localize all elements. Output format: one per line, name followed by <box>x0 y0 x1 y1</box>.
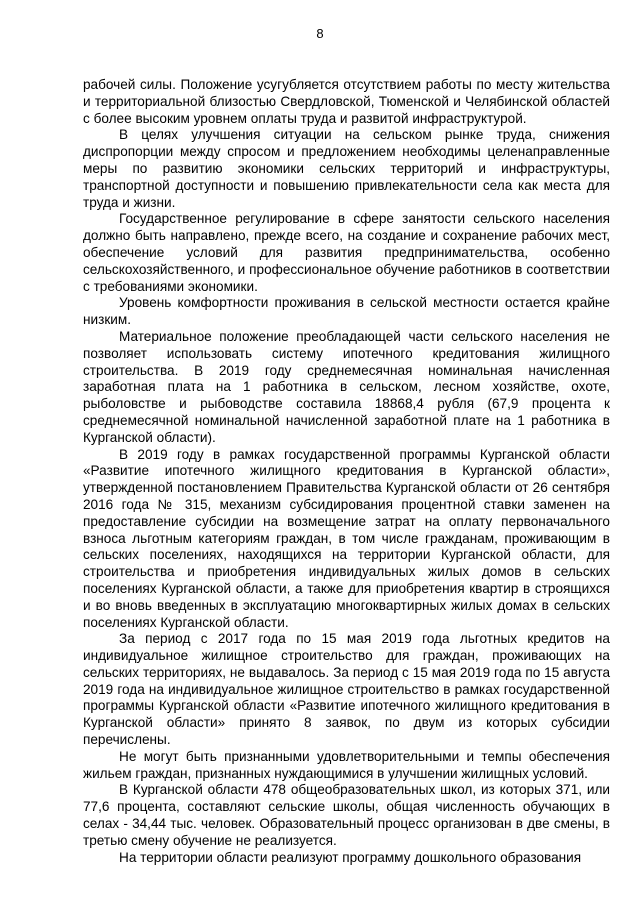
paragraph: За период с 2017 года по 15 мая 2019 года льготных кредитов на индивидуальное жилищное строительство для граждан, проживающих на сельских территориях, не выдавалось. За период с 15 мая 2019 года по 15 августа 2019 года на индивидуальное жилищное строительство в рамках государственной программы Курганской области «Развитие ипотечного жилищного кредитования в Курганской области» принято 8 заявок, по двум из которых субсидии перечислены. <box>83 631 610 748</box>
paragraph: Уровень комфортности проживания в сельской местности остается крайне низким. <box>83 295 610 328</box>
paragraph: В 2019 году в рамках государственной программы Курганской области «Развитие ипотечного жилищного кредитования в Курганской области», утвержденной постановлением Правительства Курганской области от 26 сентября 2016 года № 315, механизм субсидирования процентной ставки заменен на предоставление субсидии на возмещение затрат на оплату первоначального взноса льготным категориям граждан, в том числе гражданам, проживающим в сельских поселениях, находящихся на территории Курганской области, для строительства и приобретения индивидуальных жилых домов в сельских поселениях Курганской области, а также для приобретения квартир в строящихся и во вновь введенных в эксплуатацию многоквартирных жилых домах в сельских поселениях Курганской области. <box>83 446 610 630</box>
paragraph: Не могут быть признанными удовлетворительными и темпы обеспечения жильем граждан, признанных нуждающимися в улучшении жилищных условий. <box>83 748 610 781</box>
paragraph: В целях улучшения ситуации на сельском рынке труда, снижения диспропорции между спросом и предложением необходимы целенаправленные меры по развитию экономики сельских территорий и инфраструктуры, транспортной доступности и повышению привлекательности села как места для труда и жизни. <box>83 127 610 210</box>
paragraph: В Курганской области 478 общеобразовательных школ, из которых 371, или 77,6 процента, составляют сельские школы, общая численность обучающих в селах - 34,44 тыс. человек. Образовательный процесс организован в две смены, в третью смену обучение не реализуется. <box>83 782 610 848</box>
paragraph: На территории области реализуют программу дошкольного образования <box>119 849 582 865</box>
paragraph: Государственное регулирование в сфере занятости сельского населения должно быть направлено, прежде всего, на создание и сохранение рабочих мест, обеспечение условий для развития предпринимательства, особенно сельскохозяйственного, и профессиональное обучение работников в соответствии с требованиями экономики. <box>83 211 610 294</box>
paragraph: Материальное положение преобладающей части сельского населения не позволяет использовать систему ипотечного кредитования жилищного строительства. В 2019 году среднемесячная номинальная начисленная заработная плата на 1 работника в сельском, лесном хозяйстве, охоте, рыболовстве и рыбоводстве составила 18868,4 рубля (67,9 процента к среднемесячной номинальной начисленной заработной плате на 1 работника в Курганской области). <box>83 328 610 445</box>
paragraph: рабочей силы. Положение усугубляется отсутствием работы по месту жительства и территориальной близостью Свердловской, Тюменской и Челябинской областей с более высоким уровнем оплаты труда и развитой инфраструктурой. <box>83 77 610 126</box>
body-text <box>83 77 610 866</box>
page-number: 8 <box>316 26 324 41</box>
